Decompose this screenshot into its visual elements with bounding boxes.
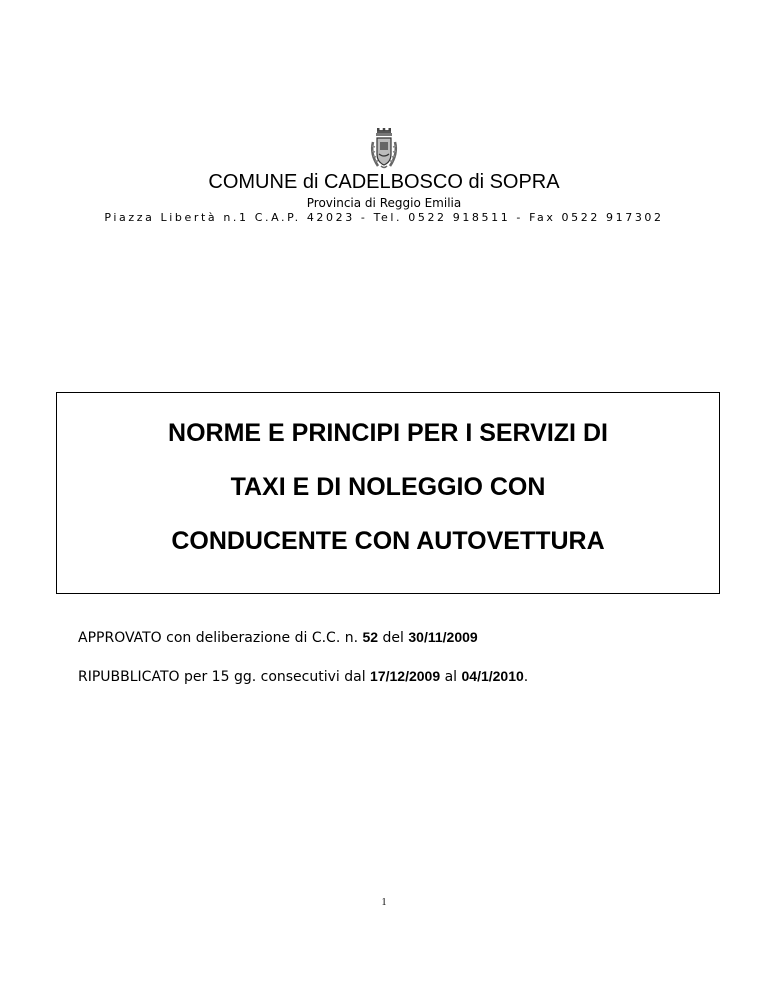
republication-text-al: al: [440, 669, 462, 685]
organization-name: COMUNE di CADELBOSCO di SOPRA: [208, 171, 560, 193]
approval-number: 52: [362, 629, 379, 645]
approval-statement: [78, 628, 478, 647]
title-line-2: TAXI E DI NOLEGGIO CON: [230, 473, 546, 501]
title-line-3: CONDUCENTE CON AUTOVETTURA: [171, 527, 605, 555]
republication-date-to: 04/1/2010: [461, 668, 524, 684]
republication-statement: [78, 667, 528, 686]
republication-date-from: 17/12/2009: [370, 668, 441, 684]
title-line-1: NORME E PRINCIPI PER I SERVIZI DI: [168, 419, 608, 447]
republication-text: RIPUBBLICATO per 15 gg. consecutivi dal: [78, 669, 371, 685]
document-title-box: [56, 392, 720, 594]
province-name: Provincia di Reggio Emilia: [306, 196, 462, 210]
contact-address: Piazza Libertà n.1 C.A.P. 42023 - Tel. 0522 918511 - Fax 0522 917302: [104, 211, 664, 224]
approval-date: 30/11/2009: [408, 629, 478, 645]
page-number: 1: [381, 897, 387, 908]
approval-text: APPROVATO con deliberazione di C.C. n.: [78, 630, 363, 646]
coat-of-arms-icon: [368, 128, 400, 170]
republication-period: .: [523, 669, 529, 685]
approval-text-del: del: [378, 630, 409, 646]
